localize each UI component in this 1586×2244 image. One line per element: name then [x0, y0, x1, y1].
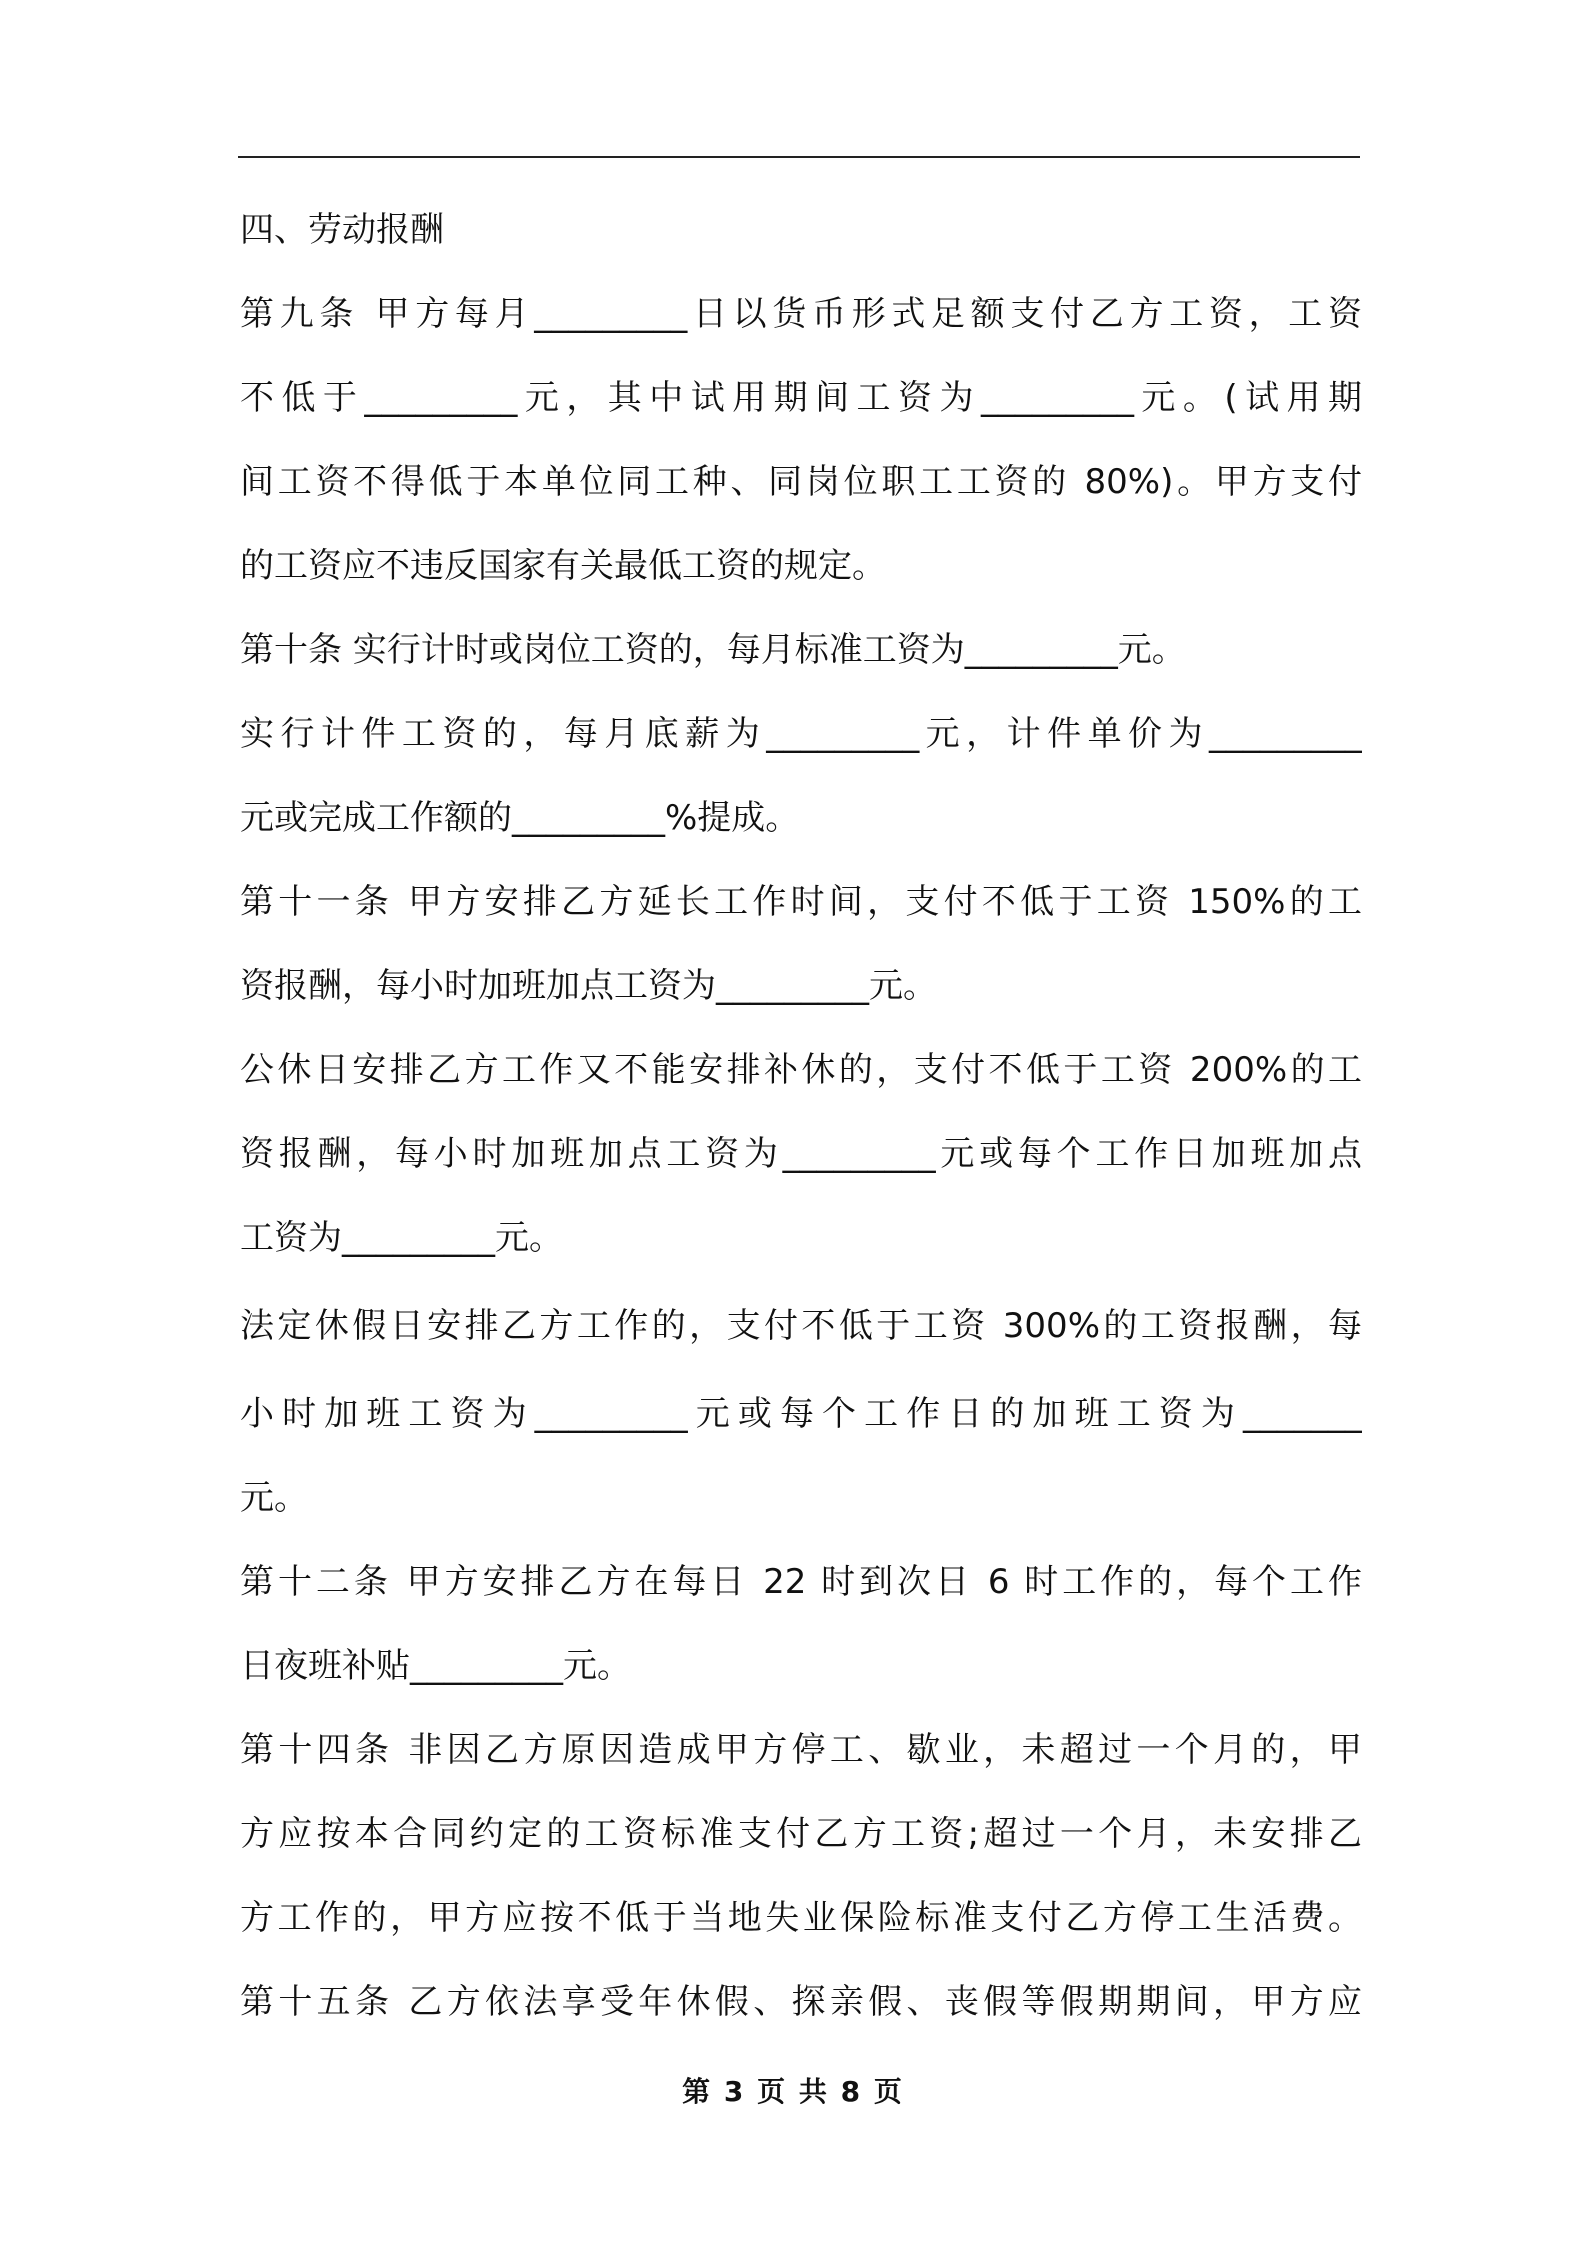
article-9-line-2: 不低于_________元，其中试用期间工资为_________元。(试用期 — [240, 378, 1362, 418]
header-rule — [238, 156, 1360, 158]
article-10-line-2: 实行计件工资的，每月底薪为_________元，计件单价为_________ — [240, 714, 1362, 754]
section-heading: 四、劳动报酬 — [240, 210, 444, 250]
page-number: 第 3 页 共 8 页 — [682, 2075, 904, 2108]
article-11-line-8: 元。 — [240, 1478, 308, 1518]
article-14-line-1: 第十四条 非因乙方原因造成甲方停工、歇业，未超过一个月的，甲 — [240, 1730, 1362, 1770]
article-9-line-1: 第九条 甲方每月_________日以货币形式足额支付乙方工资，工资 — [240, 294, 1362, 334]
article-9-line-4: 的工资应不违反国家有关最低工资的规定。 — [240, 546, 886, 586]
article-11-line-2: 资报酬，每小时加班加点工资为_________元。 — [240, 966, 937, 1006]
article-12-line-1: 第十二条 甲方安排乙方在每日 22 时到次日 6 时工作的，每个工作 — [240, 1562, 1362, 1602]
article-11-line-7: 小时加班工资为_________元或每个工作日的加班工资为_______ — [240, 1394, 1362, 1434]
article-11-line-4: 资报酬，每小时加班加点工资为_________元或每个工作日加班加点 — [240, 1134, 1362, 1174]
article-15-line-1: 第十五条 乙方依法享受年休假、探亲假、丧假等假期期间，甲方应 — [240, 1982, 1362, 2022]
article-14-line-2: 方应按本合同约定的工资标准支付乙方工资;超过一个月，未安排乙 — [240, 1814, 1362, 1854]
article-11-line-3: 公休日安排乙方工作又不能安排补休的，支付不低于工资 200%的工 — [240, 1050, 1362, 1090]
article-10-line-3: 元或完成工作额的_________%提成。 — [240, 798, 800, 838]
article-12-line-2: 日夜班补贴_________元。 — [240, 1646, 631, 1686]
document-body — [240, 188, 1362, 2044]
article-10-line-1: 第十条 实行计时或岗位工资的，每月标准工资为_________元。 — [240, 630, 1186, 670]
article-9-line-3: 间工资不得低于本单位同工种、同岗位职工工资的 80%)。甲方支付 — [240, 462, 1362, 502]
article-14-line-3: 方工作的，甲方应按不低于当地失业保险标准支付乙方停工生活费。 — [240, 1898, 1362, 1938]
article-11-line-1: 第十一条 甲方安排乙方延长工作时间，支付不低于工资 150%的工 — [240, 882, 1362, 922]
article-11-line-6: 法定休假日安排乙方工作的，支付不低于工资 300%的工资报酬，每 — [240, 1306, 1362, 1346]
article-11-line-5: 工资为_________元。 — [240, 1218, 563, 1258]
